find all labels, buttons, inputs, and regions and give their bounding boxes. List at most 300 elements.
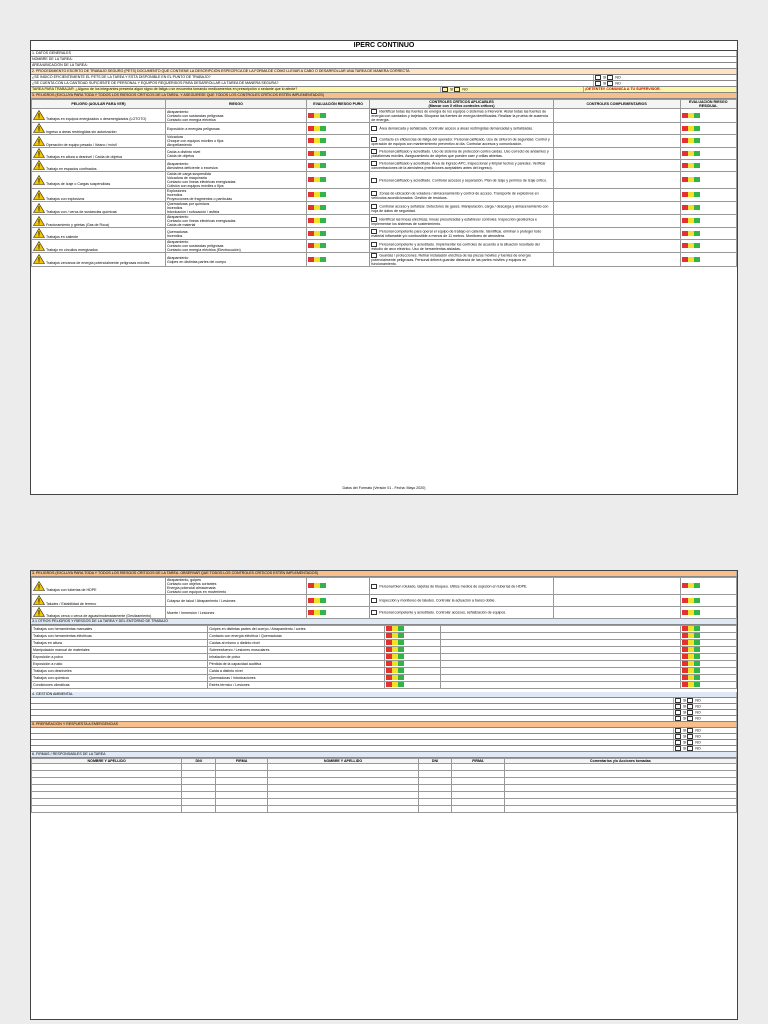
signature-row[interactable] — [32, 764, 737, 771]
hazard-label: Trabajos con explosivos — [45, 196, 85, 201]
residual-eval-cell[interactable] — [680, 189, 736, 202]
signature-col: NOMBRE Y APELLIDO — [268, 759, 418, 764]
risk-eval-cell[interactable] — [306, 189, 369, 202]
dni-field[interactable] — [418, 771, 452, 778]
risk-low[interactable] — [694, 675, 700, 680]
other-risk: Sobreesfuerzo / Lesiones musculares — [208, 647, 384, 654]
risks-cell — [165, 215, 306, 228]
hazard-row — [32, 135, 737, 148]
fill-in-field[interactable] — [31, 710, 674, 715]
risk-low[interactable] — [320, 205, 326, 210]
risk-eval-cell[interactable] — [384, 626, 440, 633]
complementary-controls-cell[interactable] — [553, 607, 680, 619]
other-hazard: Trabajos en altura — [32, 640, 208, 647]
residual-eval-cell[interactable] — [680, 661, 736, 668]
risk-item: Golpes en distintas partes del cuerpo — [166, 259, 227, 264]
risk-low[interactable] — [320, 598, 326, 603]
col-residual: EVALUACIÓN RIESGO RESIDUAL — [680, 100, 736, 109]
risk-low[interactable] — [398, 675, 404, 680]
signature-field[interactable] — [452, 799, 504, 806]
hazard-cell — [32, 215, 166, 228]
control-field[interactable] — [440, 675, 680, 682]
general-data-section — [31, 51, 737, 93]
dni-field[interactable] — [182, 806, 216, 813]
signature-field[interactable] — [215, 764, 267, 771]
residual-eval-cell[interactable] — [680, 647, 736, 654]
hazard-label: Ingreso a áreas restringidas sin autorización — [46, 130, 117, 134]
other-risk: Pérdida de la capacidad auditiva — [208, 661, 384, 668]
risk-low[interactable] — [320, 218, 326, 223]
dni-field[interactable] — [182, 764, 216, 771]
warning-icon — [33, 203, 45, 213]
risk-item: Proyecciones de fragmentos o partículas — [166, 197, 233, 201]
risk-item: Contacto con equipos en movimiento — [166, 590, 227, 594]
si-no-checkboxes[interactable]: SI NO — [674, 698, 737, 703]
signature-field[interactable] — [215, 799, 267, 806]
risk-low[interactable] — [694, 113, 700, 118]
complementary-controls-cell[interactable] — [553, 215, 680, 228]
hazard-label: Trabajos en caliente — [45, 235, 79, 239]
risk-eval-cell[interactable] — [306, 253, 369, 267]
risk-eval-cell[interactable] — [306, 160, 369, 172]
residual-eval-cell[interactable] — [680, 682, 736, 689]
hazard-label: Trabajo en espacios confinados — [45, 167, 97, 171]
name-field[interactable] — [268, 799, 418, 806]
name-field[interactable] — [268, 764, 418, 771]
signature-field[interactable] — [452, 806, 504, 813]
controls-text: Personal calificado y acreditado. Área de ingreso APC, inspeccionar y limpiar techos y paredes. Verificar concentraciones de la atmósfera (mediciones aceptables antes del ingreso). — [371, 161, 546, 170]
other-hazard-row — [32, 668, 737, 675]
dni-field[interactable] — [182, 785, 216, 792]
signature-field[interactable] — [215, 778, 267, 785]
dni-field[interactable] — [418, 792, 452, 799]
risk-low[interactable] — [694, 668, 700, 673]
name-field[interactable] — [268, 778, 418, 785]
residual-eval-cell[interactable] — [680, 202, 736, 215]
risk-low[interactable] — [320, 243, 326, 248]
controls-text: Contacto en eficiencias de fatiga del operador. Personal calificado. Uso de cinturón de seguridad. Control y operación de equipos con mantenimiento preventivo al día. Controlar accesos y comunicación. — [371, 136, 550, 146]
dni-field[interactable] — [182, 778, 216, 785]
controls-text: Zonas de ubicación de voladura / almacenamiento y control de acceso. Transporte de explosivos en vehículos acondicionados. Gestión de residuos. — [371, 190, 539, 200]
fill-in-field[interactable] — [31, 704, 674, 709]
risk-item: Atrapamiento — [166, 215, 189, 219]
dni-field[interactable] — [418, 778, 452, 785]
risks-cell — [165, 135, 306, 148]
signature-field[interactable] — [215, 792, 267, 799]
control-field[interactable] — [440, 633, 680, 640]
risk-low[interactable] — [398, 633, 404, 638]
residual-eval-cell[interactable] — [680, 240, 736, 253]
control-field[interactable] — [440, 626, 680, 633]
comments-field[interactable] — [504, 799, 736, 806]
complementary-controls-cell[interactable] — [553, 135, 680, 148]
complementary-controls-cell[interactable] — [553, 109, 680, 123]
risk-low[interactable] — [694, 126, 700, 131]
risk-item: Atropellamiento — [166, 143, 192, 147]
risk-item: Incendios — [166, 206, 183, 210]
risk-low[interactable] — [320, 610, 326, 615]
warning-icon — [33, 607, 45, 617]
name-field[interactable] — [268, 792, 418, 799]
risk-low[interactable] — [320, 151, 326, 156]
hazard-cell — [32, 172, 166, 189]
risk-low[interactable] — [694, 243, 700, 248]
risk-low[interactable] — [694, 626, 700, 631]
signature-row[interactable] — [32, 778, 737, 785]
signature-field[interactable] — [215, 806, 267, 813]
comments-field[interactable] — [504, 778, 736, 785]
residual-eval-cell[interactable] — [680, 626, 736, 633]
risk-low[interactable] — [398, 626, 404, 631]
risk-eval-cell[interactable] — [384, 633, 440, 640]
hazard-section-title: 3. PELIGROS (EXCLUYA PARA TODA Y TODOS LOS RIESGOS CRÍTICOS DE LA TAREA. Y ASEGÚRESE QUE TODOS LOS CONTROLES CRÍTICOS ESTÉN IMPLEMENTADOS) — [31, 93, 737, 99]
residual-eval-cell[interactable] — [680, 595, 736, 607]
residual-eval-cell[interactable] — [680, 123, 736, 135]
risk-eval-cell[interactable] — [384, 654, 440, 661]
hazard-cell — [32, 228, 166, 240]
risk-item: Contacto con líneas eléctricas energizadas — [166, 219, 236, 223]
risk-item: Volcadura de maquinaria — [166, 176, 207, 180]
residual-eval-cell[interactable] — [680, 640, 736, 647]
risk-eval-cell[interactable] — [384, 640, 440, 647]
risk-low[interactable] — [694, 610, 700, 615]
comments-field[interactable] — [504, 806, 736, 813]
risk-low[interactable] — [320, 231, 326, 236]
risk-low[interactable] — [694, 218, 700, 223]
control-checkbox[interactable] — [371, 584, 377, 589]
risk-item: Colisión con equipos móviles o fijos — [166, 184, 224, 188]
control-field[interactable] — [440, 654, 680, 661]
control-field[interactable] — [440, 682, 680, 689]
warning-icon — [33, 190, 45, 200]
risk-low[interactable] — [398, 682, 404, 687]
hazard-table — [31, 99, 737, 267]
name-field[interactable] — [32, 792, 182, 799]
si-no-checkboxes[interactable]: SI NO — [674, 734, 737, 739]
other-risk: Contacto con energía eléctrica / Quemaduras — [208, 633, 384, 640]
complementary-controls-cell[interactable] — [553, 172, 680, 189]
risk-item: Contacto con líneas eléctricas energizadas — [166, 180, 236, 184]
complementary-controls-cell[interactable] — [553, 240, 680, 253]
si-no-checkboxes[interactable]: SI NO — [674, 740, 737, 745]
signature-field[interactable] — [452, 778, 504, 785]
name-field[interactable] — [268, 785, 418, 792]
risk-low[interactable] — [694, 151, 700, 156]
residual-eval-cell[interactable] — [680, 654, 736, 661]
hazard-label: Taludes / Estabilidad de terreno — [45, 602, 97, 606]
col-peligro: PELIGRO (AGULAR PARA VER) — [32, 100, 166, 109]
control-checkbox[interactable] — [371, 126, 377, 131]
risks-cell — [165, 240, 306, 253]
control-checkbox[interactable] — [371, 610, 377, 615]
risk-item: Caída de objetos — [166, 153, 195, 158]
risk-low[interactable] — [694, 583, 700, 588]
risk-eval-cell[interactable] — [306, 607, 369, 619]
signature-field[interactable] — [452, 764, 504, 771]
comments-field[interactable] — [504, 785, 736, 792]
risk-low[interactable] — [694, 598, 700, 603]
critical-controls-cell — [370, 135, 553, 148]
residual-eval-cell[interactable] — [680, 633, 736, 640]
comments-field[interactable] — [504, 771, 736, 778]
risks-cell — [165, 109, 306, 123]
risk-eval-cell[interactable] — [306, 148, 369, 160]
critical-controls-cell — [370, 215, 553, 228]
control-field[interactable] — [440, 668, 680, 675]
residual-eval-cell[interactable] — [680, 228, 736, 240]
residual-eval-cell[interactable] — [680, 160, 736, 172]
critical-controls-cell — [370, 228, 553, 240]
residual-eval-cell[interactable] — [680, 148, 736, 160]
si-no-checkboxes[interactable]: SI NO — [594, 75, 737, 80]
signature-col: DNI — [418, 759, 452, 764]
hazard-label: Operación de equipo pesado / liviano / móvil — [46, 142, 117, 147]
controls-text: Personal bien rotulado, tarjetas de bloqueo. Utilice medios de sujeción en tuberías de HDPE. — [379, 583, 528, 588]
risk-low[interactable] — [320, 113, 326, 118]
signature-field[interactable] — [215, 771, 267, 778]
hazard-label: Trabajos cerca o cerca de aguas/moderadamente (Deslizamiento) — [45, 614, 152, 618]
risk-low[interactable] — [320, 257, 326, 262]
hazard-cell — [32, 123, 166, 135]
gestion-title: 4. GESTIÓN AMBIENTAL — [31, 692, 737, 698]
other-hazard: Trabajos con herramientas eléctricas — [32, 633, 208, 640]
signature-row[interactable] — [32, 799, 737, 806]
residual-eval-cell[interactable] — [680, 668, 736, 675]
name-field[interactable] — [32, 764, 182, 771]
si-no-checkboxes[interactable]: SI NO — [594, 81, 737, 86]
residual-eval-cell[interactable] — [680, 109, 736, 123]
dni-field[interactable] — [182, 799, 216, 806]
fill-in-field[interactable] — [31, 728, 674, 733]
dni-field[interactable] — [418, 764, 452, 771]
risk-eval-cell[interactable] — [384, 661, 440, 668]
other-hazards-title: 3.1 OTROS PELIGROS Y RIESGOS DE LA TAREA Y DEL ENTORNO DE TRABAJO — [31, 619, 737, 625]
hazard-row — [32, 595, 737, 607]
risk-low[interactable] — [694, 654, 700, 659]
risk-eval-cell[interactable] — [306, 228, 369, 240]
si-no-checkboxes[interactable]: SI NO — [674, 704, 737, 709]
hazard-row — [32, 215, 737, 228]
risk-item: Energía potencial almacenada — [166, 586, 216, 590]
risk-eval-cell[interactable] — [306, 578, 369, 595]
other-hazard-row — [32, 633, 737, 640]
hazard-row — [32, 160, 737, 172]
hazard-row — [32, 109, 737, 123]
dni-field[interactable] — [418, 799, 452, 806]
critical-controls-cell — [370, 189, 553, 202]
control-field[interactable] — [440, 661, 680, 668]
other-hazards-table — [31, 625, 737, 689]
control-field[interactable] — [440, 640, 680, 647]
risk-eval-cell[interactable] — [306, 595, 369, 607]
comments-field[interactable] — [504, 792, 736, 799]
other-hazard-row — [32, 675, 737, 682]
controls-text: Personal competente para operar el equipo de trabajo en caliente. Identificar, eliminar o proteger todo material inflamable y/o combustible a menos de 11 metros. Monitoreo de atmósfera. — [371, 229, 542, 238]
risks-cell — [165, 607, 306, 619]
complementary-controls-cell[interactable] — [553, 228, 680, 240]
risk-low[interactable] — [694, 163, 700, 168]
risk-eval-cell[interactable] — [384, 647, 440, 654]
risk-low[interactable] — [398, 640, 404, 645]
risk-low[interactable] — [398, 661, 404, 666]
risk-low[interactable] — [694, 231, 700, 236]
signature-row[interactable] — [32, 785, 737, 792]
control-checkbox[interactable] — [371, 598, 377, 603]
risk-low[interactable] — [694, 205, 700, 210]
fill-in-field[interactable] — [31, 740, 674, 745]
control-field[interactable] — [440, 647, 680, 654]
dni-field[interactable] — [182, 771, 216, 778]
fill-in-field[interactable] — [31, 698, 674, 703]
signature-col: DNI — [182, 759, 216, 764]
complementary-controls-cell[interactable] — [553, 595, 680, 607]
risk-low[interactable] — [398, 654, 404, 659]
risk-low[interactable] — [398, 647, 404, 652]
signature-col: FIRMA — [215, 759, 267, 764]
risk-low[interactable] — [320, 583, 326, 588]
warning-icon — [33, 175, 45, 185]
risk-eval-cell[interactable] — [306, 172, 369, 189]
warning-icon — [33, 148, 45, 158]
fill-in-field[interactable] — [31, 716, 674, 721]
risk-low[interactable] — [694, 682, 700, 687]
risk-eval-cell[interactable] — [384, 682, 440, 689]
hazard-row — [32, 578, 737, 595]
risk-eval-cell[interactable] — [306, 240, 369, 253]
dni-field[interactable] — [418, 806, 452, 813]
risk-eval-cell[interactable] — [306, 123, 369, 135]
other-hazard-row — [32, 682, 737, 689]
risk-low[interactable] — [694, 138, 700, 143]
signature-row[interactable] — [32, 771, 737, 778]
signature-row[interactable] — [32, 806, 737, 813]
risk-low[interactable] — [694, 640, 700, 645]
risk-low[interactable] — [320, 138, 326, 143]
risk-low[interactable] — [694, 661, 700, 666]
fill-in-field[interactable] — [31, 734, 674, 739]
complementary-controls-cell[interactable] — [553, 253, 680, 267]
risk-low[interactable] — [694, 633, 700, 638]
warning-icon — [33, 216, 45, 226]
risk-low[interactable] — [694, 192, 700, 197]
risks-cell — [165, 160, 306, 172]
hazard-row — [32, 172, 737, 189]
risk-eval-cell[interactable] — [384, 668, 440, 675]
residual-eval-cell[interactable] — [680, 253, 736, 267]
si-no-checkboxes[interactable]: SI NO — [674, 710, 737, 715]
risk-item: Contacto con sustancias peligrosas — [166, 113, 224, 118]
complementary-controls-cell[interactable] — [553, 148, 680, 160]
warning-icon — [33, 581, 45, 591]
other-hazard: Manipulación manual de materiales — [32, 647, 208, 654]
header-row-text: 2. PROCEDIMIENTO ESCRITO DE TRABAJO SEGURO (PETS) DOCUMENTO QUE CONTIENE LA DESCRIPCIÓN ESPECÍFICA DE LA FORMA DE CÓMO LLEVAR A CABO O DESARROLLAR UNA TAREA DE MANERA CORRECTA — [31, 69, 737, 74]
dni-field[interactable] — [418, 785, 452, 792]
name-field[interactable] — [32, 799, 182, 806]
other-hazard: Trabajos con herramientas manuales — [32, 626, 208, 633]
risks-cell — [165, 148, 306, 160]
si-no-checkboxes[interactable]: SI NO — [674, 716, 737, 721]
risk-low[interactable] — [694, 257, 700, 262]
dni-field[interactable] — [182, 792, 216, 799]
hazard-row — [32, 189, 737, 202]
header-row-text: ÁREA/UBICACIÓN DE LA TAREA: — [31, 63, 737, 68]
signature-row[interactable] — [32, 792, 737, 799]
hazard-cell — [32, 607, 166, 619]
name-field[interactable] — [268, 806, 418, 813]
residual-eval-cell[interactable] — [680, 578, 736, 595]
signature-field[interactable] — [452, 792, 504, 799]
risk-low[interactable] — [320, 163, 326, 168]
name-field[interactable] — [32, 806, 182, 813]
si-no-checkboxes[interactable]: SI NO — [441, 87, 584, 92]
risk-low[interactable] — [398, 668, 404, 673]
risk-low[interactable] — [320, 192, 326, 197]
controls-text: Controlar acceso y señalizar. Detectores de gases. Manipulación, carga / descarga y almacenamiento con hoja de datos de seguridad. — [371, 203, 549, 213]
risk-item: Contacto con energía eléctrica (Electrocución) — [166, 248, 241, 252]
hazard-section-title-2: 3. PELIGROS (EXCLUYA PARA TODA Y TODOS LOS RIESGOS CRÍTICOS DE LA TAREA. OBSERVAR QUE TODOS LOS CONTROLES CRÍTICOS ESTÉN IMPLEMENTADOS) — [31, 571, 737, 577]
residual-eval-cell[interactable] — [680, 215, 736, 228]
complementary-controls-cell[interactable] — [553, 202, 680, 215]
other-hazard: Trabajos con químicos — [32, 675, 208, 682]
controls-text: Personal competente y acreditado. Controlar accesos, señalización de equipos. — [379, 610, 507, 615]
name-field[interactable] — [268, 771, 418, 778]
risks-cell — [165, 253, 306, 267]
risk-eval-cell[interactable] — [306, 215, 369, 228]
risk-low[interactable] — [694, 177, 700, 182]
residual-eval-cell[interactable] — [680, 135, 736, 148]
hazard-label: Trabajos con tuberías de HDPE — [45, 587, 97, 592]
risk-low[interactable] — [320, 177, 326, 182]
name-field[interactable] — [32, 771, 182, 778]
risks-cell — [165, 578, 306, 595]
other-risk: Estrés térmico / Lesiones — [208, 682, 384, 689]
si-no-checkboxes[interactable]: SI NO — [674, 746, 737, 751]
comments-field[interactable] — [504, 764, 736, 771]
critical-controls-cell — [370, 148, 553, 160]
residual-eval-cell[interactable] — [680, 675, 736, 682]
risk-low[interactable] — [694, 647, 700, 652]
residual-eval-cell[interactable] — [680, 607, 736, 619]
risk-eval-cell[interactable] — [306, 135, 369, 148]
risk-eval-cell[interactable] — [384, 675, 440, 682]
risk-eval-cell[interactable] — [306, 109, 369, 123]
hazard-cell — [32, 189, 166, 202]
signature-field[interactable] — [452, 771, 504, 778]
signatures-table — [31, 758, 737, 813]
signature-field[interactable] — [452, 785, 504, 792]
complementary-controls-cell[interactable] — [553, 160, 680, 172]
form-title: IPERC CONTINUO — [31, 41, 737, 51]
complementary-controls-cell[interactable] — [553, 578, 680, 595]
risks-cell — [165, 202, 306, 215]
residual-eval-cell[interactable] — [680, 172, 736, 189]
complementary-controls-cell[interactable] — [553, 189, 680, 202]
complementary-controls-cell[interactable] — [553, 123, 680, 135]
form-page-1 — [30, 40, 738, 495]
signature-field[interactable] — [215, 785, 267, 792]
name-field[interactable] — [32, 778, 182, 785]
risk-eval-cell[interactable] — [306, 202, 369, 215]
fill-in-field[interactable] — [31, 746, 674, 751]
risk-item: Atrapamiento — [166, 161, 189, 166]
risk-item: Incendios — [166, 193, 183, 197]
hazard-cell — [32, 253, 166, 267]
control-checkbox[interactable] — [371, 178, 377, 183]
risk-low[interactable] — [320, 126, 326, 131]
name-field[interactable] — [32, 785, 182, 792]
si-no-checkboxes[interactable]: SI NO — [674, 728, 737, 733]
controls-text: Identificar las líneas eléctricas, líneas presurizadas y establecer controles. Inspección geotécnica e implementar los sistemas de sostenimiento. — [371, 216, 537, 226]
